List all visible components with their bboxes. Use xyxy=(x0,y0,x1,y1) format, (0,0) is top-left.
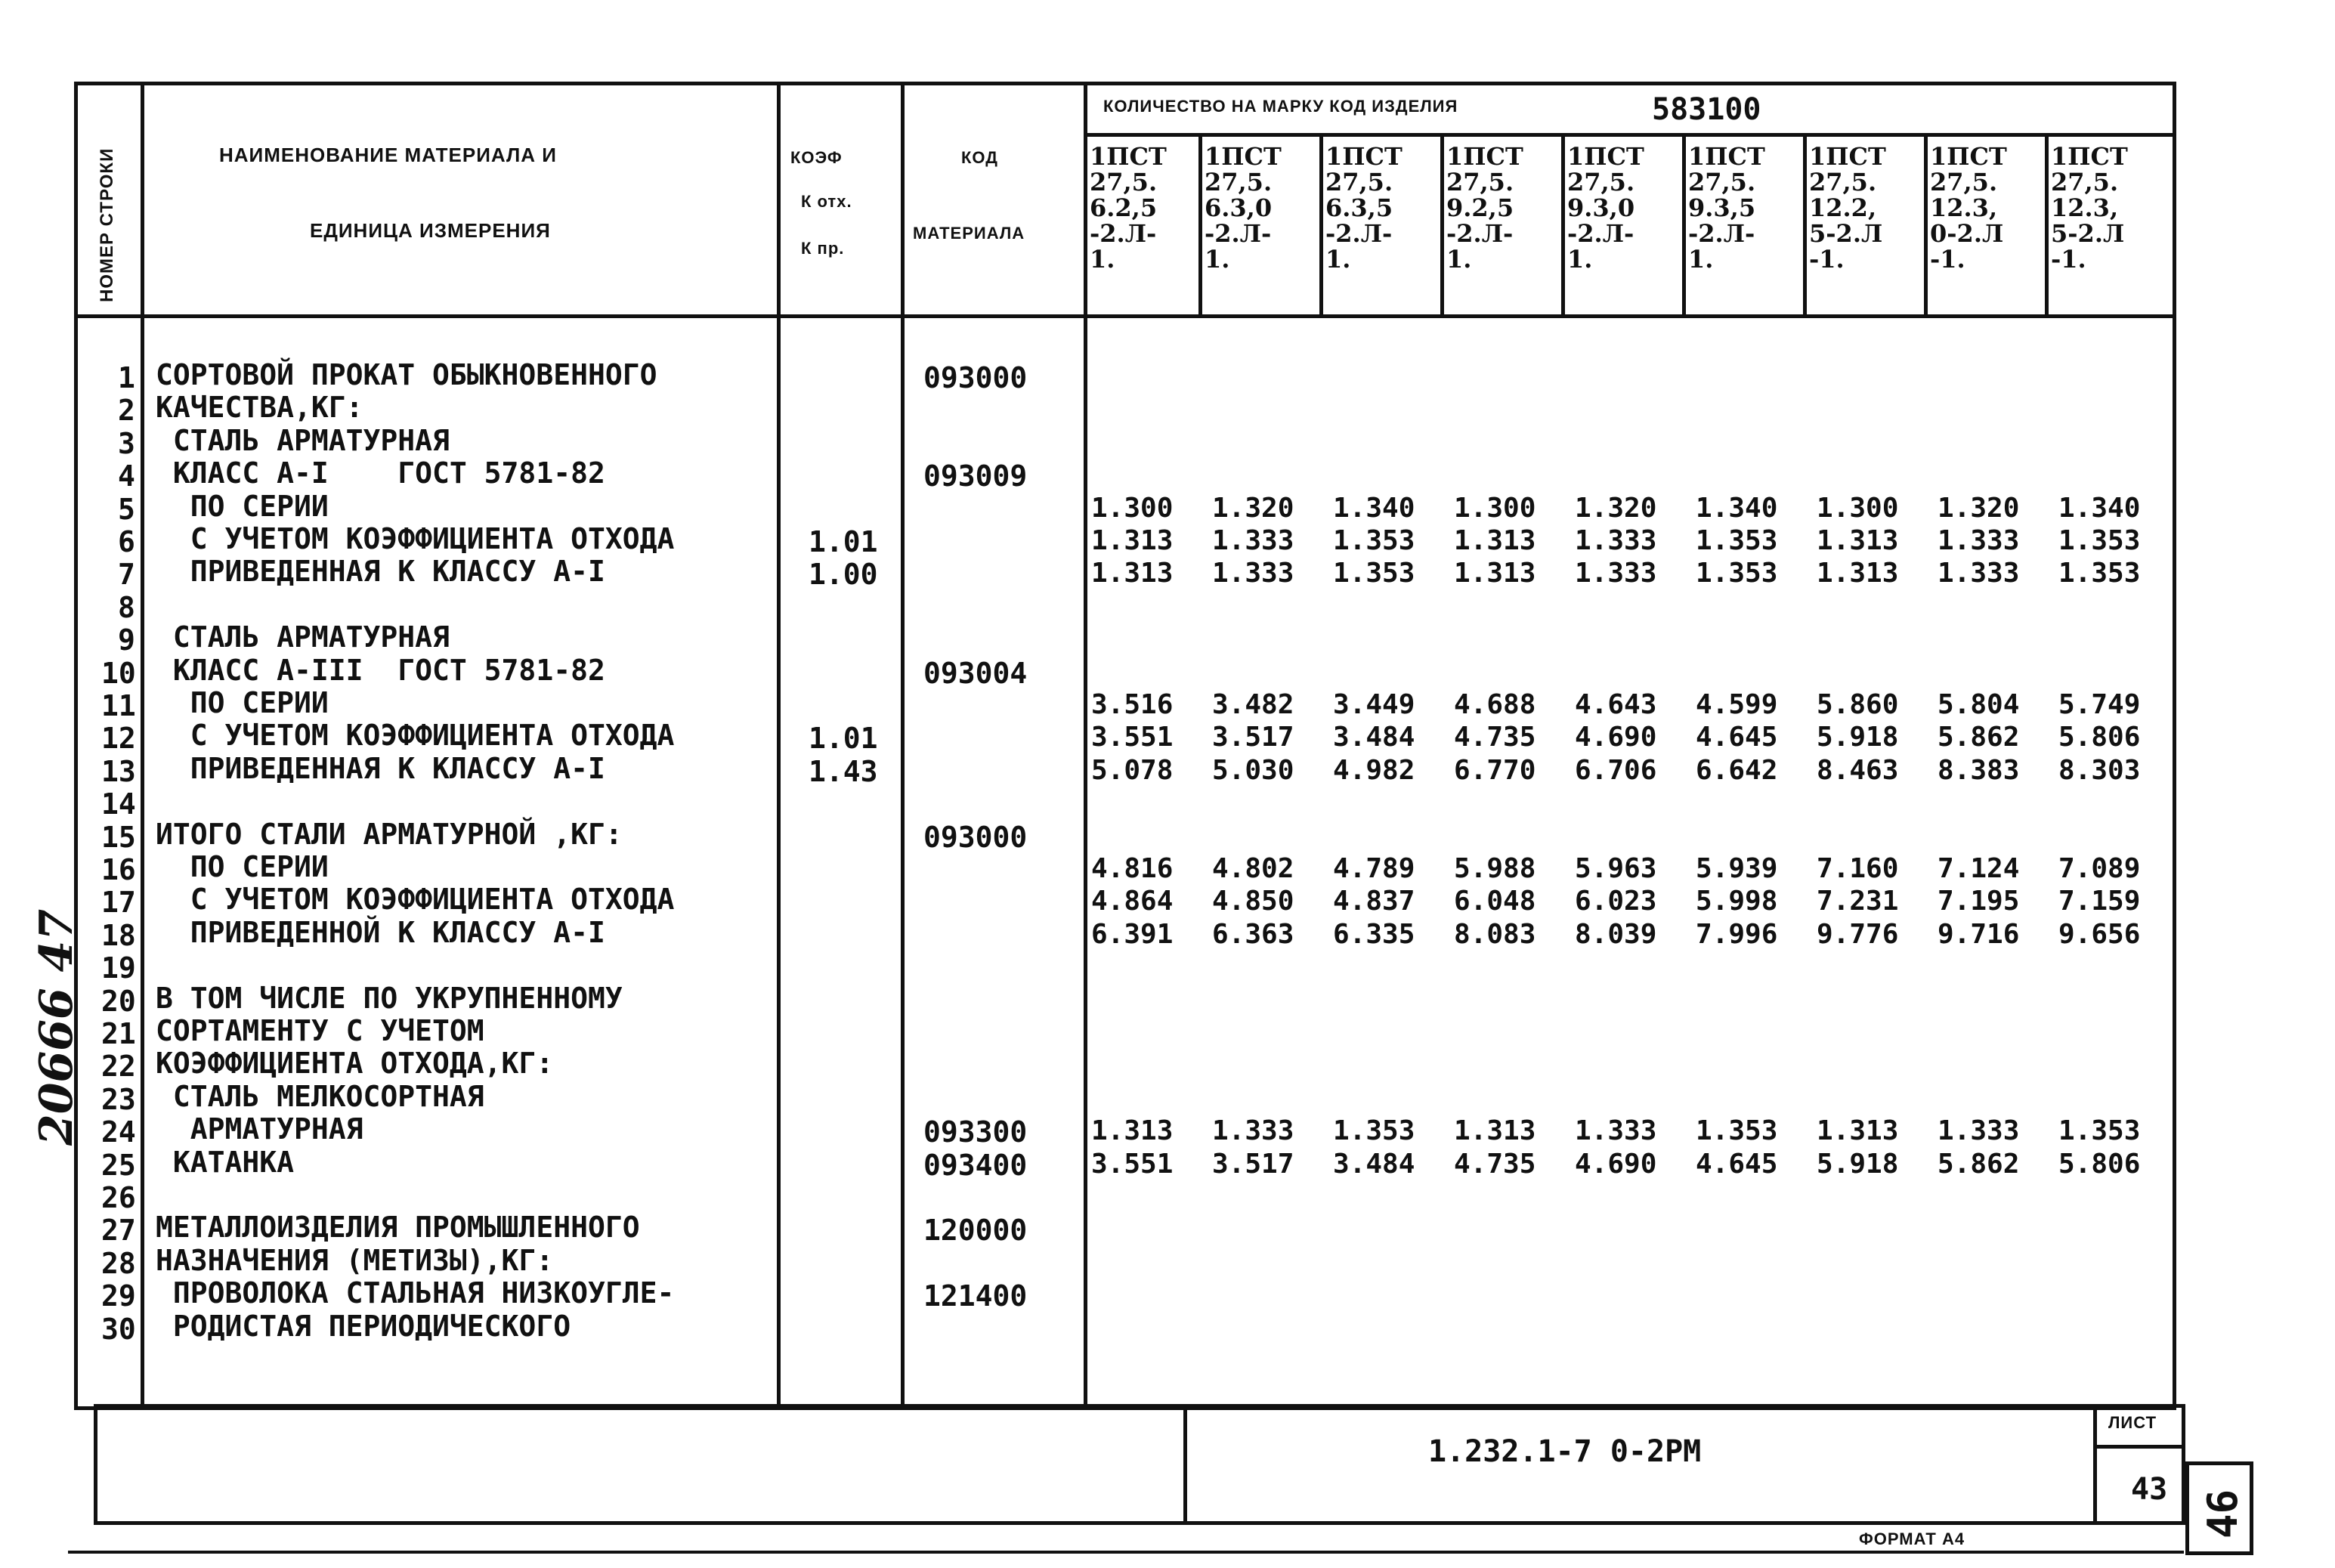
material-name: ПО СЕРИИ xyxy=(156,686,329,719)
quantity-value: 1.353 xyxy=(1333,558,1415,589)
format-label: ФОРМАТ А4 xyxy=(1859,1529,1965,1548)
quantity-value: 1.313 xyxy=(1091,525,1174,556)
product-column-header: 1ПСТ 27,5. 9.3,0 -2.Л- 1. xyxy=(1567,142,1644,274)
archive-stamp: 20666 47 xyxy=(30,908,83,1146)
quantity-value: 5.988 xyxy=(1454,853,1536,884)
quantity-value: 4.599 xyxy=(1696,689,1778,720)
quantity-value: 3.551 xyxy=(1091,1149,1174,1180)
quantity-value: 1.340 xyxy=(1696,493,1778,524)
quantity-value: 3.449 xyxy=(1333,689,1415,720)
row-number: 17 xyxy=(101,886,136,919)
quantity-value: 1.340 xyxy=(1333,493,1415,524)
subcol-divider xyxy=(1561,136,1565,317)
quantity-value: 4.850 xyxy=(1212,886,1294,917)
row-number: 10 xyxy=(101,657,136,690)
material-name: МЕТАЛЛОИЗДЕЛИЯ ПРОМЫШЛЕННОГО xyxy=(156,1211,640,1244)
subcol-divider xyxy=(1924,136,1928,317)
quantity-value: 5.963 xyxy=(1575,853,1657,884)
coef-header-line2: К отх. xyxy=(801,192,852,211)
quantity-value: 7.231 xyxy=(1817,886,1899,917)
quantity-value: 6.770 xyxy=(1454,755,1536,786)
material-code: 093004 xyxy=(923,657,1028,690)
quantity-value: 1.353 xyxy=(1696,558,1778,589)
coefficient: 1.00 xyxy=(809,558,878,591)
quantity-value: 1.313 xyxy=(1091,1115,1174,1146)
product-column-header: 1ПСТ 27,5. 9.3,5 -2.Л- 1. xyxy=(1688,142,1765,274)
quantity-value: 1.353 xyxy=(2058,558,2141,589)
material-name: СОРТОВОЙ ПРОКАТ ОБЫКНОВЕННОГО xyxy=(156,358,657,391)
quantity-header-label: КОЛИЧЕСТВО НА МАРКУ КОД ИЗДЕЛИЯ xyxy=(1103,97,1458,116)
material-name: СТАЛЬ МЕЛКОСОРТНАЯ xyxy=(156,1080,484,1113)
quantity-value: 5.860 xyxy=(1817,689,1899,720)
row-number: 14 xyxy=(101,787,136,821)
row-number: 11 xyxy=(101,689,136,722)
quantity-value: 1.340 xyxy=(2058,493,2141,524)
sheet-number: 43 xyxy=(2131,1472,2168,1507)
product-column-header: 1ПСТ 27,5. 12.3, 5-2.Л -1. xyxy=(2051,142,2128,274)
quantity-value: 1.353 xyxy=(2058,1115,2141,1146)
quantity-value: 3.484 xyxy=(1333,722,1415,753)
quantity-value: 1.300 xyxy=(1454,493,1536,524)
material-name: РОДИСТАЯ ПЕРИОДИЧЕСКОГО xyxy=(156,1310,571,1343)
material-code: 093400 xyxy=(923,1149,1028,1182)
quantity-value: 4.690 xyxy=(1575,722,1657,753)
quantity-value: 6.642 xyxy=(1696,755,1778,786)
quantity-value: 9.776 xyxy=(1817,919,1899,950)
quantity-value: 1.320 xyxy=(1938,493,2020,524)
row-number: 15 xyxy=(101,821,136,854)
quantity-value: 3.551 xyxy=(1091,722,1174,753)
subcol-divider xyxy=(1319,136,1323,317)
material-name: КАЧЕСТВА,КГ: xyxy=(156,391,363,424)
quantity-value: 4.802 xyxy=(1212,853,1294,884)
quantity-value: 7.160 xyxy=(1817,853,1899,884)
quantity-header-divider xyxy=(1084,133,2176,137)
quantity-value: 4.645 xyxy=(1696,1149,1778,1180)
quantity-value: 6.023 xyxy=(1575,886,1657,917)
row-number: 29 xyxy=(101,1279,136,1313)
material-code: 093000 xyxy=(923,821,1028,854)
row-number: 1 xyxy=(118,361,135,394)
quantity-value: 4.837 xyxy=(1333,886,1415,917)
material-name: СОРТАМЕНТУ С УЧЕТОМ xyxy=(156,1014,484,1047)
product-column-header: 1ПСТ 27,5. 6.3,0 -2.Л- 1. xyxy=(1205,142,1282,274)
coef-header-line1: КОЭФ xyxy=(790,148,843,167)
quantity-value: 4.789 xyxy=(1333,853,1415,884)
bottom-rule xyxy=(68,1551,2184,1554)
quantity-value: 1.320 xyxy=(1575,493,1657,524)
material-name: ПРИВЕДЕННАЯ К КЛАССУ А-I xyxy=(156,555,605,588)
quantity-value: 7.195 xyxy=(1938,886,2020,917)
row-number: 8 xyxy=(118,591,135,624)
material-name: КОЭФФИЦИЕНТА ОТХОДА,КГ: xyxy=(156,1047,554,1080)
quantity-value: 4.688 xyxy=(1454,689,1536,720)
sheet-label: ЛИСТ xyxy=(2108,1413,2157,1432)
quantity-value: 5.749 xyxy=(2058,689,2141,720)
col-divider-coef xyxy=(901,82,905,1410)
coefficient: 1.01 xyxy=(809,525,878,558)
material-name: С УЧЕТОМ КОЭФФИЦИЕНТА ОТХОДА xyxy=(156,719,675,752)
quantity-value: 5.918 xyxy=(1817,1149,1899,1180)
row-number: 27 xyxy=(101,1214,136,1247)
quantity-value: 1.333 xyxy=(1938,1115,2020,1146)
coefficient: 1.01 xyxy=(809,722,878,755)
material-name: ИТОГО СТАЛИ АРМАТУРНОЙ ,КГ: xyxy=(156,818,623,851)
row-number-header: НОМЕР СТРОКИ xyxy=(97,147,117,302)
quantity-value: 5.862 xyxy=(1938,1149,2020,1180)
title-divider-3 xyxy=(2093,1445,2185,1449)
coef-header-line3: К пр. xyxy=(801,239,845,258)
material-name: ПО СЕРИИ xyxy=(156,850,329,883)
quantity-value: 4.643 xyxy=(1575,689,1657,720)
quantity-value: 5.806 xyxy=(2058,722,2141,753)
coefficient: 1.43 xyxy=(809,755,878,788)
material-name: С УЧЕТОМ КОЭФФИЦИЕНТА ОТХОДА xyxy=(156,522,675,555)
row-number: 22 xyxy=(101,1050,136,1083)
material-code: 120000 xyxy=(923,1214,1028,1247)
quantity-value: 1.333 xyxy=(1938,525,2020,556)
quantity-value: 1.333 xyxy=(1575,558,1657,589)
material-code: 093300 xyxy=(923,1115,1028,1149)
quantity-value: 4.645 xyxy=(1696,722,1778,753)
document-code: 1.232.1-7 0-2РМ xyxy=(1428,1434,1702,1469)
quantity-value: 4.735 xyxy=(1454,1149,1536,1180)
material-name: СТАЛЬ АРМАТУРНАЯ xyxy=(156,424,450,457)
quantity-value: 7.996 xyxy=(1696,919,1778,950)
quantity-value: 8.303 xyxy=(2058,755,2141,786)
title-divider-2 xyxy=(2093,1404,2097,1525)
subcol-divider xyxy=(1198,136,1202,317)
row-number: 9 xyxy=(118,623,135,657)
quantity-value: 5.939 xyxy=(1696,853,1778,884)
quantity-value: 1.313 xyxy=(1817,1115,1899,1146)
header-divider xyxy=(74,314,2176,318)
quantity-value: 6.391 xyxy=(1091,919,1174,950)
quantity-value: 1.333 xyxy=(1212,525,1294,556)
material-name: КЛАСС А-III ГОСТ 5781-82 xyxy=(156,654,605,687)
title-divider-1 xyxy=(1183,1404,1187,1525)
quantity-value: 1.333 xyxy=(1575,1115,1657,1146)
subcol-divider xyxy=(1440,136,1444,317)
material-name: АРМАТУРНАЯ xyxy=(156,1112,363,1146)
material-name: ПО СЕРИИ xyxy=(156,490,329,523)
material-code: 093000 xyxy=(923,361,1028,394)
quantity-value: 1.313 xyxy=(1454,558,1536,589)
quantity-value: 1.300 xyxy=(1817,493,1899,524)
quantity-value: 1.300 xyxy=(1091,493,1174,524)
quantity-value: 6.335 xyxy=(1333,919,1415,950)
quantity-value: 8.383 xyxy=(1938,755,2020,786)
quantity-value: 1.333 xyxy=(1212,558,1294,589)
subcol-divider xyxy=(2045,136,2049,317)
row-number: 18 xyxy=(101,919,136,952)
quantity-value: 1.313 xyxy=(1817,558,1899,589)
quantity-value: 5.918 xyxy=(1817,722,1899,753)
row-number: 6 xyxy=(118,525,135,558)
quantity-value: 6.363 xyxy=(1212,919,1294,950)
side-number: 46 xyxy=(2199,1489,2247,1539)
quantity-value: 6.706 xyxy=(1575,755,1657,786)
quantity-value: 5.804 xyxy=(1938,689,2020,720)
row-number: 2 xyxy=(118,394,135,427)
quantity-value: 6.048 xyxy=(1454,886,1536,917)
row-number: 13 xyxy=(101,755,136,788)
quantity-value: 7.124 xyxy=(1938,853,2020,884)
quantity-value: 3.482 xyxy=(1212,689,1294,720)
material-code: 093009 xyxy=(923,459,1028,493)
material-name: КАТАНКА xyxy=(156,1146,295,1179)
row-number: 20 xyxy=(101,985,136,1018)
product-column-header: 1ПСТ 27,5. 12.3, 0-2.Л -1. xyxy=(1930,142,2007,274)
row-number: 7 xyxy=(118,558,135,591)
quantity-value: 3.517 xyxy=(1212,1149,1294,1180)
quantity-value: 3.484 xyxy=(1333,1149,1415,1180)
material-name: С УЧЕТОМ КОЭФФИЦИЕНТА ОТХОДА xyxy=(156,883,675,916)
col-divider-rownum xyxy=(141,82,144,1410)
material-name: ПРОВОЛОКА СТАЛЬНАЯ НИЗКОУГЛЕ- xyxy=(156,1276,675,1310)
row-number: 21 xyxy=(101,1017,136,1050)
quantity-value: 7.159 xyxy=(2058,886,2141,917)
quantity-value: 1.313 xyxy=(1091,558,1174,589)
material-code: 121400 xyxy=(923,1279,1028,1313)
quantity-value: 4.982 xyxy=(1333,755,1415,786)
quantity-value: 8.083 xyxy=(1454,919,1536,950)
quantity-value: 1.333 xyxy=(1575,525,1657,556)
material-name: В ТОМ ЧИСЛЕ ПО УКРУПНЕННОМУ xyxy=(156,982,623,1015)
row-number: 24 xyxy=(101,1115,136,1149)
quantity-value: 5.998 xyxy=(1696,886,1778,917)
quantity-value: 1.313 xyxy=(1454,525,1536,556)
quantity-value: 1.353 xyxy=(1333,525,1415,556)
quantity-value: 3.516 xyxy=(1091,689,1174,720)
quantity-value: 4.864 xyxy=(1091,886,1174,917)
quantity-value: 4.690 xyxy=(1575,1149,1657,1180)
row-number: 19 xyxy=(101,951,136,985)
row-number: 12 xyxy=(101,722,136,755)
row-number: 23 xyxy=(101,1083,136,1116)
row-number: 4 xyxy=(118,459,135,493)
row-number: 25 xyxy=(101,1149,136,1182)
quantity-value: 3.517 xyxy=(1212,722,1294,753)
material-name-header-line1: НАИМЕНОВАНИЕ МАТЕРИАЛА И xyxy=(219,144,557,166)
row-number: 3 xyxy=(118,427,135,460)
quantity-value: 1.333 xyxy=(1938,558,2020,589)
code-header-line1: КОД xyxy=(961,148,998,167)
col-divider-name xyxy=(777,82,781,1410)
quantity-value: 4.816 xyxy=(1091,853,1174,884)
material-name: КЛАСС А-I ГОСТ 5781-82 xyxy=(156,456,605,490)
material-name-header-line2: ЕДИНИЦА ИЗМЕРЕНИЯ xyxy=(310,219,551,242)
quantity-value: 1.353 xyxy=(1696,1115,1778,1146)
quantity-value: 5.078 xyxy=(1091,755,1174,786)
quantity-value: 1.320 xyxy=(1212,493,1294,524)
quantity-value: 5.806 xyxy=(2058,1149,2141,1180)
col-divider-code xyxy=(1084,82,1087,1410)
code-header-line2: МАТЕРИАЛА xyxy=(913,224,1025,243)
quantity-value: 9.656 xyxy=(2058,919,2141,950)
row-number: 16 xyxy=(101,853,136,886)
quantity-value: 5.862 xyxy=(1938,722,2020,753)
quantity-value: 1.353 xyxy=(1696,525,1778,556)
row-number: 30 xyxy=(101,1313,136,1346)
product-column-header: 1ПСТ 27,5. 12.2, 5-2.Л -1. xyxy=(1809,142,1886,274)
product-code: 583100 xyxy=(1652,92,1761,127)
subcol-divider xyxy=(1803,136,1807,317)
subcol-divider xyxy=(1682,136,1686,317)
quantity-value: 1.313 xyxy=(1454,1115,1536,1146)
row-number: 26 xyxy=(101,1181,136,1214)
product-column-header: 1ПСТ 27,5. 9.2,5 -2.Л- 1. xyxy=(1446,142,1523,274)
quantity-value: 9.716 xyxy=(1938,919,2020,950)
material-name: СТАЛЬ АРМАТУРНАЯ xyxy=(156,620,450,654)
product-column-header: 1ПСТ 27,5. 6.2,5 -2.Л- 1. xyxy=(1090,142,1167,274)
material-name: НАЗНАЧЕНИЯ (МЕТИЗЫ),КГ: xyxy=(156,1244,554,1277)
quantity-value: 7.089 xyxy=(2058,853,2141,884)
product-column-header: 1ПСТ 27,5. 6.3,5 -2.Л- 1. xyxy=(1325,142,1403,274)
title-block xyxy=(94,1404,2185,1525)
quantity-value: 8.463 xyxy=(1817,755,1899,786)
quantity-value: 1.313 xyxy=(1817,525,1899,556)
quantity-value: 5.030 xyxy=(1212,755,1294,786)
quantity-value: 8.039 xyxy=(1575,919,1657,950)
material-name: ПРИВЕДЕННАЯ К КЛАССУ А-I xyxy=(156,752,605,785)
quantity-value: 1.353 xyxy=(1333,1115,1415,1146)
material-name: ПРИВЕДЕННОЙ К КЛАССУ А-I xyxy=(156,916,605,949)
quantity-value: 1.333 xyxy=(1212,1115,1294,1146)
quantity-value: 4.735 xyxy=(1454,722,1536,753)
row-number: 28 xyxy=(101,1247,136,1280)
row-number: 5 xyxy=(118,493,135,526)
quantity-value: 1.353 xyxy=(2058,525,2141,556)
